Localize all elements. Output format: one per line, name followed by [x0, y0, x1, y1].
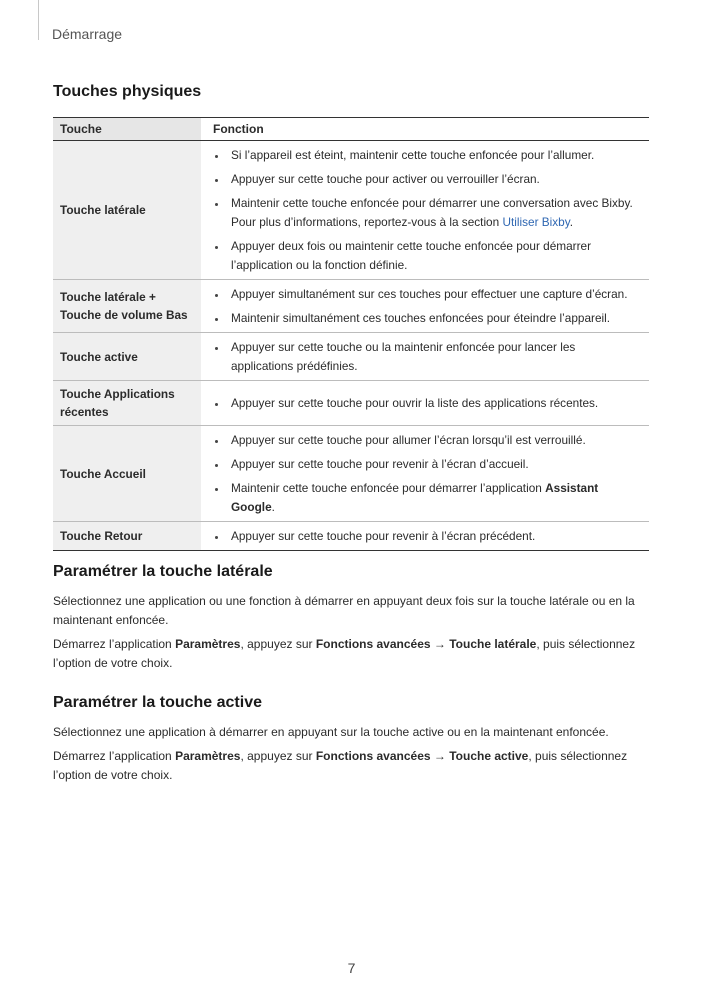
keys-table — [53, 117, 649, 551]
key-name: Touche Retour — [53, 522, 201, 551]
paragraph-text: Démarrez l’application — [53, 749, 176, 763]
menu-path: Touche active — [449, 749, 529, 763]
table-row — [53, 522, 649, 551]
function-cell — [201, 280, 649, 333]
arrow-icon: → — [430, 637, 450, 651]
function-item: Maintenir simultanément ces touches enfoncées pour éteindre l’appareil. — [213, 306, 649, 330]
function-item: Si l’appareil est éteint, maintenir cette touche enfoncée pour l’allumer. — [213, 143, 649, 167]
function-cell — [201, 381, 649, 426]
key-name: Touche active — [53, 333, 201, 381]
menu-path: Fonctions avancées — [315, 749, 431, 763]
column-header-key: Touche — [53, 118, 201, 141]
function-cell — [201, 522, 649, 551]
menu-path: Touche latérale — [449, 637, 537, 651]
function-text: Maintenir cette touche enfoncée pour démarrer une conversation avec Bixby. Pour plus d’informations, reportez-vous à la section — [231, 195, 633, 229]
function-item: Appuyer sur cette touche pour revenir à l’écran précédent. — [213, 524, 649, 548]
paragraph: Sélectionnez une application à démarrer en appuyant sur la touche active ou en la maintenant enfoncée. — [53, 725, 609, 739]
function-item: Appuyer sur cette touche pour ouvrir la liste des applications récentes. — [213, 391, 649, 415]
function-item: Appuyer simultanément sur ces touches pour effectuer une capture d’écran. — [213, 282, 649, 306]
function-item: Appuyer deux fois ou maintenir cette touche enfoncée pour démarrer l’application ou la fonction définie. — [213, 234, 649, 277]
paragraph — [53, 747, 649, 785]
table-row — [53, 333, 649, 381]
paragraph: Sélectionnez une application ou une fonction à démarrer en appuyant deux fois sur la touche latérale ou en la maintenant enfoncée. — [53, 594, 635, 627]
function-item: Appuyer sur cette touche pour revenir à l’écran d’accueil. — [213, 452, 649, 476]
paragraph-text: , puis sélectionnez l’option de votre choix. — [53, 637, 636, 670]
section-title-active-key: Paramétrer la touche active — [53, 694, 262, 711]
app-name: Paramètres — [175, 637, 241, 651]
table-row — [53, 426, 649, 522]
paragraph-text: Démarrez l’application — [53, 637, 176, 651]
function-item: Appuyer sur cette touche pour activer ou verrouiller l’écran. — [213, 167, 649, 191]
function-item: Appuyer sur cette touche ou la maintenir enfoncée pour lancer les applications prédéfinies. — [213, 335, 649, 378]
bixby-link[interactable]: Utiliser Bixby — [502, 214, 570, 229]
app-name: Assistant Google — [231, 480, 599, 514]
chapter-header: Démarrage — [52, 26, 123, 42]
function-cell — [201, 141, 649, 280]
table-row — [53, 141, 649, 280]
menu-path: Fonctions avancées — [315, 637, 431, 651]
function-item: Appuyer sur cette touche pour allumer l’écran lorsqu’il est verrouillé. — [213, 428, 649, 452]
section-title-side-key: Paramétrer la touche latérale — [53, 563, 273, 580]
key-name: Touche latérale — [53, 141, 201, 280]
margin-rule — [38, 0, 39, 40]
arrow-icon: → — [430, 749, 450, 763]
table-row — [53, 381, 649, 426]
function-cell — [201, 426, 649, 522]
function-cell — [201, 333, 649, 381]
function-text: . — [569, 214, 574, 229]
function-text: Maintenir cette touche enfoncée pour démarrer l’application — [231, 480, 546, 495]
function-item — [213, 191, 649, 234]
table-header-row — [53, 118, 649, 141]
column-header-function: Fonction — [201, 118, 649, 141]
table-row — [53, 280, 649, 333]
function-item — [213, 476, 649, 519]
paragraph-text: , appuyez sur — [240, 749, 316, 763]
key-name: Touche Accueil — [53, 426, 201, 522]
page-number: 7 — [347, 960, 356, 976]
function-text: . — [271, 499, 275, 514]
paragraph-text: , appuyez sur — [240, 637, 316, 651]
paragraph-text: , puis sélectionnez l’option de votre choix. — [53, 749, 628, 782]
section-title-keys: Touches physiques — [53, 83, 202, 100]
key-name: Touche Applications récentes — [53, 381, 201, 426]
app-name: Paramètres — [175, 749, 241, 763]
key-name: Touche latérale + Touche de volume Bas — [53, 280, 201, 333]
paragraph — [53, 635, 649, 673]
